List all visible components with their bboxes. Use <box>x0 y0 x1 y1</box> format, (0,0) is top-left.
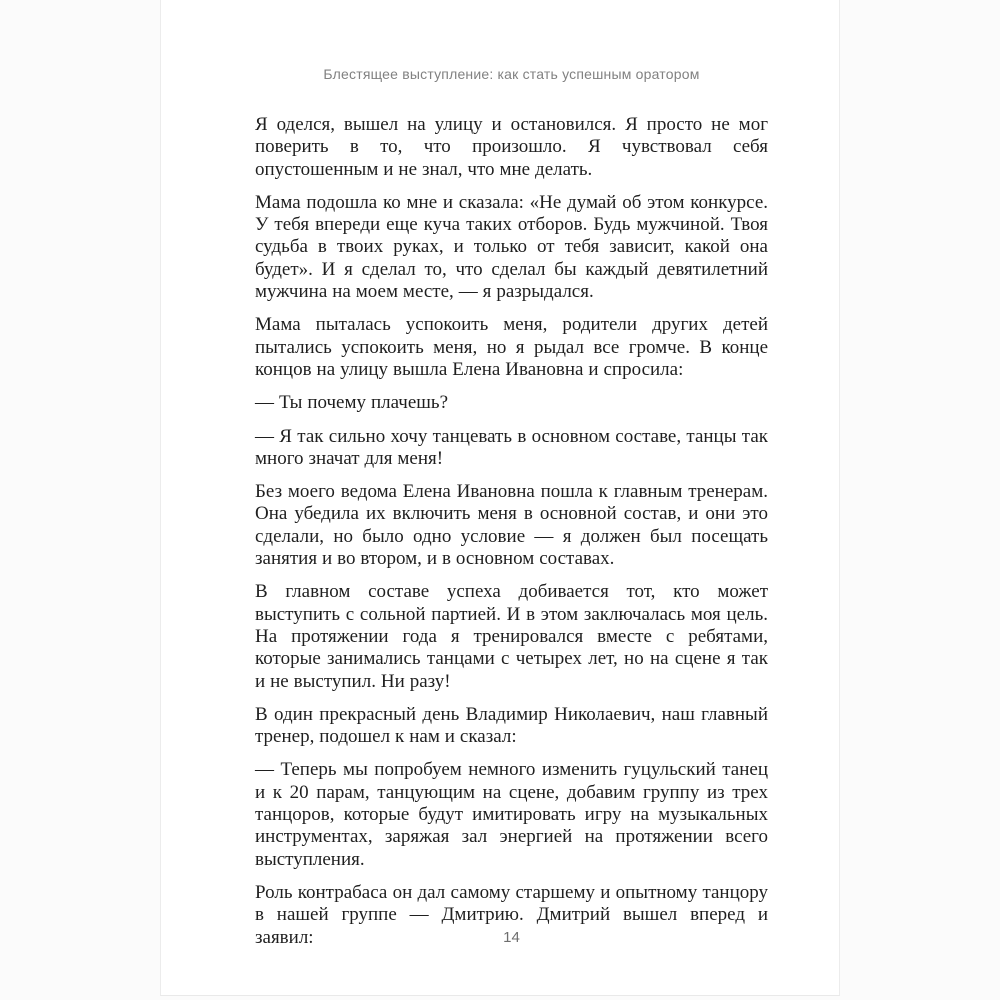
page-number: 14 <box>503 929 520 946</box>
paragraph-6: Без моего ведома Елена Ивановна пошла к главным тренерам. Она убедила их включить меня в основной состав, и они это сделали, но было одно условие — я должен был посещать занятия и во втором, и в основном составах. <box>255 481 768 570</box>
dialogue-paragraph-1: — Ты почему плачешь? <box>255 392 449 414</box>
paragraph-1: Я оделся, вышел на улицу и остановился. Я просто не мог поверить в то, что произошло. Я чувствовал себя опустошенным и не знал, что мне делать. <box>255 114 768 180</box>
paragraph-8: В один прекрасный день Владимир Николаевич, наш главный тренер, подошел к нам и сказал: <box>255 703 768 748</box>
paragraph-7: В главном составе успеха добивается тот, кто может выступить с сольной партией. И в этом заключалась моя цель. На протяжении года я тренировался вместе с ребятами, которые занимались танцами с четырех лет, но на сцене я так и не выступил. Ни разу! <box>255 581 768 692</box>
paragraph-2: Мама подошла ко мне и сказала: «Не думай об этом конкурсе. У тебя впереди еще куча таких отборов. Будь мужчиной. Твоя судьба в твоих руках, и только от тебя зависит, какой она будет». И я сделал то, что сделал бы каждый девятилетний мужчина на моем месте, — я разрыдался. <box>255 191 768 303</box>
body-text <box>255 114 768 949</box>
book-page <box>160 0 840 996</box>
paragraph-3: Мама пыталась успокоить меня, родители других детей пытались успокоить меня, но я рыдал все громче. В конце концов на улицу вышла Елена Ивановна и спросила: <box>255 314 768 380</box>
running-head: Блестящее выступление: как стать успешным оратором <box>323 66 700 82</box>
dialogue-paragraph-3: — Теперь мы попробуем немного изменить гуцульский танец и к 20 парам, танцующим на сцене, добавим группу из трех танцоров, которые будут имитировать игру на музыкальных инструментах, заряжая зал энергией на протяжении всего выступления. <box>255 759 768 870</box>
dialogue-paragraph-2: — Я так сильно хочу танцевать в основном составе, танцы так много значат для меня! <box>255 425 768 469</box>
paragraph-10: Роль контрабаса он дал самому старшему и опытному танцору в нашей группе — Дмитрию. Дмитрий вышел вперед и заявил: <box>255 881 768 948</box>
